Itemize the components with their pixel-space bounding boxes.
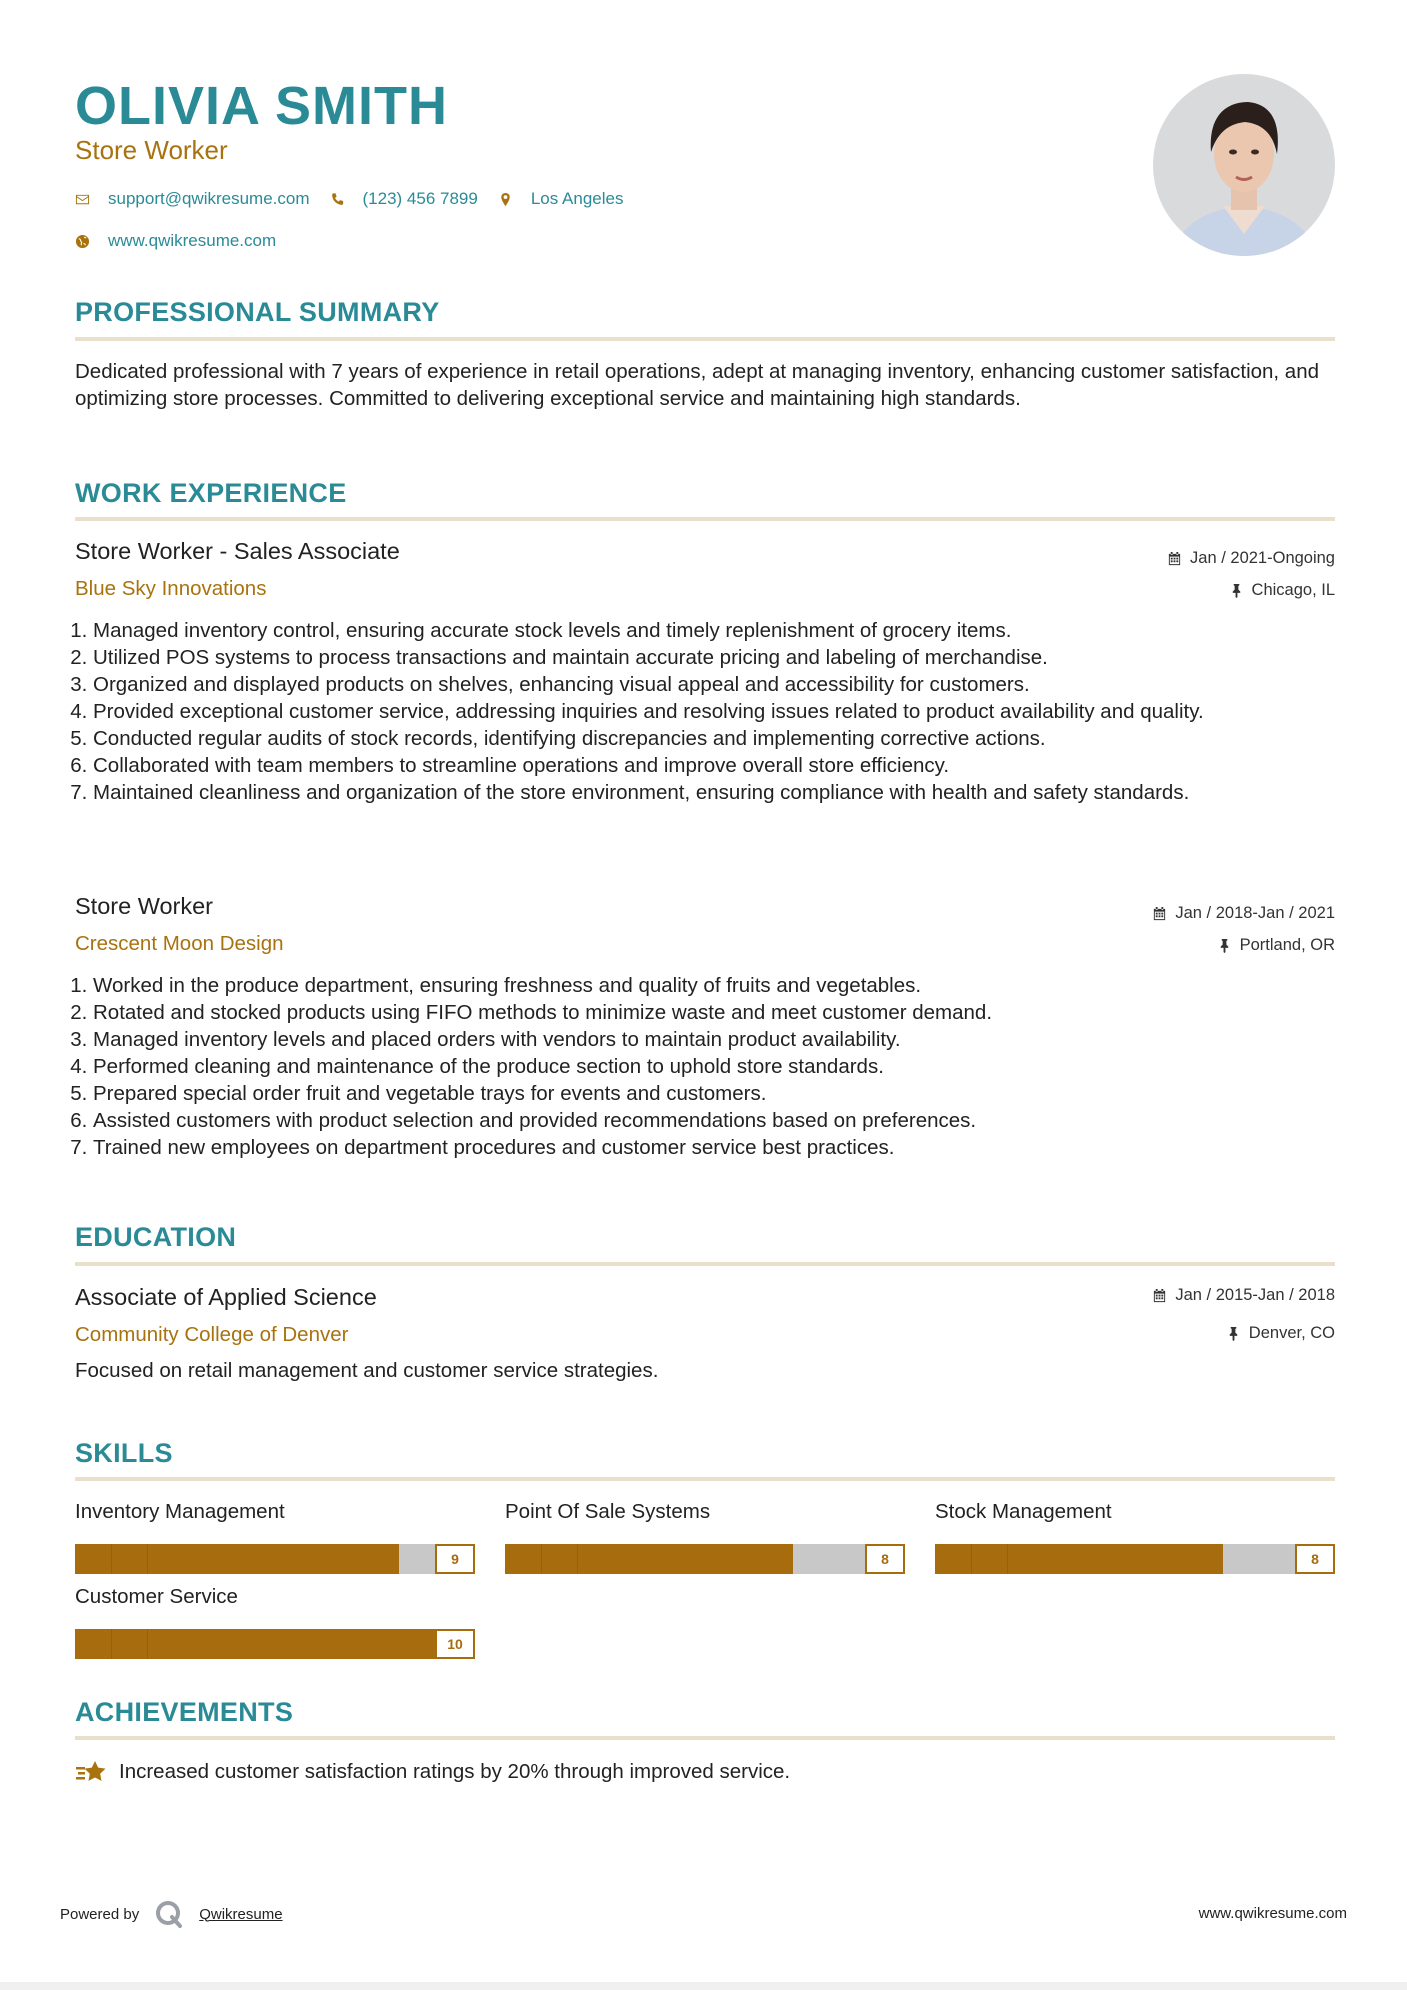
section-title-skills: SKILLS — [75, 1438, 173, 1468]
list-item: 4. Performed cleaning and maintenance of the produce section to uphold store standards. — [93, 1053, 1318, 1080]
skill-name: Stock Management — [935, 1500, 1112, 1523]
skill-bar — [935, 1544, 1335, 1574]
company-name: Blue Sky Innovations — [75, 577, 267, 600]
section-divider — [75, 1262, 1335, 1266]
skill-name: Customer Service — [75, 1585, 238, 1608]
skill-bar-fill — [505, 1544, 793, 1574]
job-title: Store Worker - Sales Associate — [75, 538, 400, 564]
section-divider — [75, 1736, 1335, 1740]
list-item: 1. Worked in the produce department, ensuring freshness and quality of fruits and vegetables. — [93, 972, 1318, 999]
list-item: 6. Assisted customers with product selection and provided recommendations based on preferences. — [93, 1107, 1318, 1134]
footer-site-link[interactable]: www.qwikresume.com — [1198, 1905, 1347, 1922]
contact-website[interactable] — [75, 228, 296, 254]
section-title-education: EDUCATION — [75, 1222, 237, 1252]
skill-bar-segment — [577, 1544, 578, 1574]
education-dates: Jan / 2015-Jan / 2018 — [1152, 1284, 1335, 1306]
contact-email[interactable] — [75, 186, 310, 212]
list-item: 6. Collaborated with team members to streamline operations and improve overall store efficiency. — [93, 752, 1318, 779]
section-title-summary: PROFESSIONAL SUMMARY — [75, 297, 440, 327]
list-item: 7. Maintained cleanliness and organization of the store environment, ensuring compliance with health and safety standards. — [93, 779, 1318, 806]
section-divider — [75, 1477, 1335, 1481]
profile-photo — [1153, 74, 1335, 256]
pushpin-icon — [1217, 938, 1232, 953]
calendar-icon — [1167, 551, 1182, 566]
skill-level-badge: 8 — [1295, 1544, 1335, 1574]
page-bottom-bar — [0, 1982, 1407, 1990]
globe-icon — [75, 234, 90, 249]
website-text: www.qwikresume.com — [108, 231, 277, 250]
list-item: 7. Trained new employees on department procedures and customer service best practices. — [93, 1134, 1318, 1161]
school-name: Community College of Denver — [75, 1323, 349, 1346]
job-dates: Jan / 2021-Ongoing — [1167, 547, 1335, 569]
skill-bar — [75, 1629, 475, 1659]
skill-level-badge: 8 — [865, 1544, 905, 1574]
envelope-icon — [75, 192, 90, 207]
section-divider — [75, 517, 1335, 521]
candidate-title: Store Worker — [75, 135, 228, 165]
job-title: Store Worker — [75, 893, 213, 919]
skill-bar-fill — [935, 1544, 1223, 1574]
section-divider — [75, 337, 1335, 341]
skill-bar-segment — [541, 1544, 542, 1574]
list-item: 2. Utilized POS systems to process transactions and maintain accurate pricing and labeling of merchandise. — [93, 644, 1318, 671]
job-location: Chicago, IL — [1229, 579, 1335, 601]
calendar-icon — [1152, 906, 1167, 921]
pushpin-icon — [1226, 1326, 1241, 1341]
skill-bar — [75, 1544, 475, 1574]
contact-phone[interactable] — [330, 186, 478, 212]
skill-level-badge: 9 — [435, 1544, 475, 1574]
skill-item — [505, 1498, 905, 1574]
skill-bar-fill — [75, 1544, 399, 1574]
education-location: Denver, CO — [1226, 1322, 1335, 1344]
contact-row — [75, 186, 643, 212]
skill-name: Point Of Sale Systems — [505, 1500, 711, 1523]
skill-bar-segment — [147, 1629, 148, 1659]
achievement-item — [75, 1759, 790, 1785]
list-item: 2. Rotated and stocked products using FIFO methods to minimize waste and meet customer demand. — [93, 999, 1318, 1026]
phone-text: (123) 456 7899 — [362, 189, 478, 208]
skill-bar-segment — [147, 1544, 148, 1574]
job-bullets — [75, 617, 1318, 806]
job-dates: Jan / 2018-Jan / 2021 — [1152, 902, 1335, 924]
list-item: 5. Prepared special order fruit and vegetable trays for events and customers. — [93, 1080, 1318, 1107]
skill-bar-segment — [1007, 1544, 1008, 1574]
section-title-achievements: ACHIEVEMENTS — [75, 1697, 294, 1727]
pushpin-icon — [1229, 583, 1244, 598]
skill-bar-segment — [111, 1544, 112, 1574]
qwikresume-logo-icon — [153, 1898, 185, 1930]
section-title-experience: WORK EXPERIENCE — [75, 478, 347, 508]
location-text: Los Angeles — [530, 189, 624, 208]
skill-item — [75, 1498, 475, 1574]
education-description: Focused on retail management and customer service strategies. — [75, 1359, 659, 1382]
skill-bar — [505, 1544, 905, 1574]
skill-bar-segment — [971, 1544, 972, 1574]
skill-item — [935, 1498, 1335, 1574]
skill-item — [75, 1583, 475, 1659]
list-item: 1. Managed inventory control, ensuring accurate stock levels and timely replenishment of grocery items. — [93, 617, 1318, 644]
achievement-text: Increased customer satisfaction ratings by 20% through improved service. — [119, 1760, 791, 1783]
email-text: support@qwikresume.com — [108, 189, 310, 208]
candidate-name: OLIVIA SMITH — [75, 76, 448, 136]
list-item: 4. Provided exceptional customer service, addressing inquiries and resolving issues related to product availability and quality. — [93, 698, 1318, 725]
skill-bar-fill — [75, 1629, 475, 1659]
list-item: 3. Organized and displayed products on shelves, enhancing visual appeal and accessibility for customers. — [93, 671, 1318, 698]
list-item: 5. Conducted regular audits of stock records, identifying discrepancies and implementing corrective actions. — [93, 725, 1318, 752]
skill-bar-segment — [111, 1629, 112, 1659]
degree-title: Associate of Applied Science — [75, 1284, 377, 1310]
job-bullets — [75, 972, 1318, 1161]
contact-location — [498, 186, 624, 212]
list-item: 3. Managed inventory levels and placed orders with vendors to maintain product availability. — [93, 1026, 1318, 1053]
skill-name: Inventory Management — [75, 1500, 285, 1523]
calendar-icon — [1152, 1288, 1167, 1303]
map-marker-icon — [498, 192, 513, 207]
footer-brand-link[interactable]: Qwikresume — [199, 1905, 283, 1923]
company-name: Crescent Moon Design — [75, 932, 284, 955]
phone-icon — [330, 192, 345, 207]
footer-powered-by: Powered by Qwikresume — [60, 1898, 283, 1930]
summary-text: Dedicated professional with 7 years of experience in retail operations, adept at managing inventory, enhancing customer satisfaction, and optimizing store processes. Committed to delivering exceptional service and maintaining high standards. — [75, 360, 1320, 410]
job-location: Portland, OR — [1217, 934, 1335, 956]
star-icon — [75, 1759, 109, 1785]
skill-level-badge: 10 — [435, 1629, 475, 1659]
